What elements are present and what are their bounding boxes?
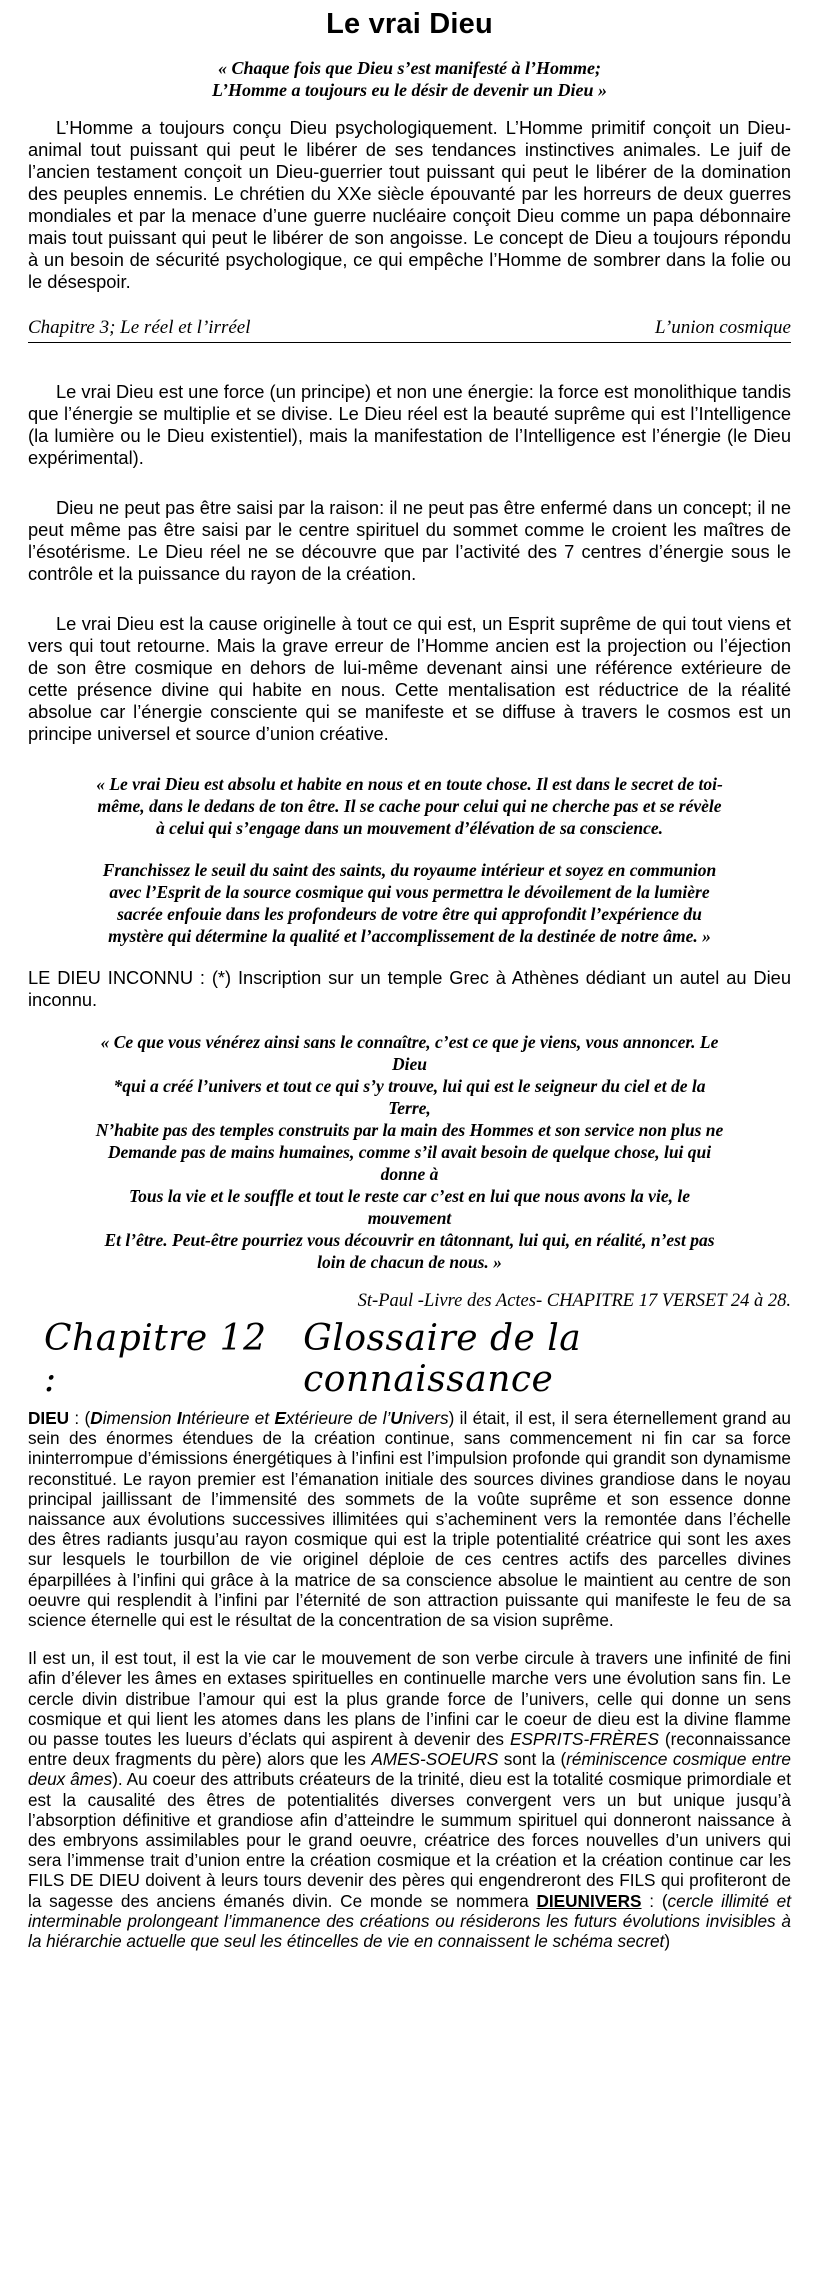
text-run: (reconnaissance entre deux fragments du père) alors que les	[28, 1729, 791, 1770]
intro-paragraph: L’Homme a toujours conçu Dieu psychologiquement. L’Homme primitif conçoit un Dieu-animal tout puissant qui peut le libérer de ses tendances instinctives animales. Le juif de l’ancien testament conçoit un Dieu-guerrier tout puissant qui peut le libérer de la domination des peuples ennemis. Le chrétien du XXe siècle épouvanté par les horreurs de deux guerres mondiales et par la menace d’une guerre nucléaire conçoit Dieu comme un papa débonnaire mais tout puissant qui peut le libérer de son angoisse. Le concept de Dieu a toujours répondu à un besoin de sécurité psychologique, ce qui empêche l’Homme de sombrer dans la folie ou le désespoir.	[28, 117, 791, 292]
quote-line: N’habite pas des temples construits par la main des Hommes et son service non plus ne	[95, 1120, 724, 1140]
unknown-god-note: LE DIEU INCONNU : (*) Inscription sur un temple Grec à Athènes dédiant un autel au Dieu inconnu.	[28, 967, 791, 1010]
quote-line: donne à	[380, 1164, 439, 1184]
glossary-paragraph	[28, 1648, 791, 1951]
quote-line: mystère qui détermine la qualité et l’accomplissement de la destinée de notre âme. »	[108, 926, 711, 946]
text-run: nivers	[402, 1408, 449, 1428]
quote-block	[28, 773, 791, 839]
text-run: ntérieure et	[181, 1408, 275, 1428]
text-run: DIEUNIVERS	[536, 1890, 642, 1911]
quote-line: loin de chacun de nous. »	[317, 1252, 502, 1272]
quote-line: « Le vrai Dieu est absolu et habite en nous et en toute chose. Il est dans le secret de toi-	[96, 774, 723, 794]
text-run: imension	[102, 1408, 177, 1428]
quote-line: Dieu	[392, 1054, 427, 1074]
text-run: Il est un, il est tout, il est la vie car le mouvement de son verbe circule à travers une infinité de fini afin d’élever les âmes en extases spirituelles en continuelle marche vers une évolution sans fin. Le cercle divin distribue l’amour qui est la plus grande force de l’univers, celle qui donne un sens cosmique et qui lient les atomes dans les plans de l’infini car le coeur de dieu est la divine flamme ou passe toutes les lueurs d’éclats qui aspirent à devenir des	[28, 1648, 791, 1750]
text-run: ). Au coeur des attributs créateurs de la trinité, dieu est la totalité cosmique primordiale et est la causalité des êtres de potentialités diverses convergent vers un but unique jusqu’à l’absorption définitive et grandiose afin d’atteindre le summum spirituel qui donneront naissance à des embryons assimilables pour le grand oeuvre, créatrice des forces nouvelles d’un univers qui sera l’immense trait d’union entre la création cosmique et la création et la création continue car les FILS DE DIEU doivent à leurs tours devenir des pères qui engendreront des FILS qui profiteront de la sagesse des anciens émanés divin. Ce monde se nommera	[28, 1769, 792, 1911]
body-paragraph: Le vrai Dieu est une force (un principe) et non une énergie: la force est monolithique tandis que l’énergie se multiplie et se divise. Le Dieu réel est la beauté suprême qui est l’Intelligence (la lumière ou le Dieu existentiel), mais la manifestation de l’Intelligence est l’énergie (le Dieu expérimental).	[28, 381, 791, 468]
chapter-left-label: Chapitre 3; Le réel et l’irréel	[28, 317, 251, 338]
quote-line: Demande pas de mains humaines, comme s’il avait besoin de quelque chose, lui qui	[107, 1142, 712, 1162]
text-run: sont la (	[498, 1749, 567, 1770]
text-run: réminiscence cosmique entre deux âmes	[28, 1749, 791, 1790]
quote-line: « Ce que vous vénérez ainsi sans le connaître, c’est ce que je viens, vous annoncer. Le	[100, 1032, 719, 1052]
epigraph	[28, 57, 791, 101]
quote-line: mouvement	[367, 1208, 452, 1228]
text-run: : (	[69, 1408, 91, 1428]
text-run: I	[176, 1408, 182, 1428]
text-run: : (	[641, 1890, 668, 1911]
text-run: xtérieure de l’	[285, 1408, 391, 1428]
acronym-expansion	[90, 1408, 448, 1428]
quote-line: Tous la vie et le souffle et tout le reste car c’est en lui que nous avons la vie, le	[129, 1186, 690, 1206]
body-paragraph: Le vrai Dieu est la cause originelle à tout ce qui est, un Esprit suprême de qui tout viens et vers qui tout retourne. Mais la grave erreur de l’Homme ancien est la projection ou l’éjection de son être cosmique en dehors de lui-même devenant ainsi une référence extérieure de cette présence divine qui habite en nous. Cette mentalisation est réductrice de la réalité absolue car l’énergie consciente qui se manifeste et se diffuse à travers le cosmos est un principe universel et source d’union créative.	[28, 613, 791, 744]
quote-line: même, dans le dedans de ton être. Il se cache pour celui qui ne cherche pas et se révèle	[97, 796, 722, 816]
text-run: E	[274, 1408, 286, 1428]
quote-line: *qui a créé l’univers et tout ce qui s’y trouve, lui qui est le seigneur du ciel et de la	[113, 1076, 706, 1096]
text-run: ) il était, il est, il sera éternellement grand au sein des énormes étendues de la création continue, sans commencement ni fin car sa force ininterrompue d’émissions énergétiques à l’infini est l’impulsion profonde qui grandit son dynamisme reconstitué. Le rayon premier est l’émanation initiale des sources divines grandiose dans le noyau principal jaillissant de l’immensité des sommets de la voûte suprême et son essence donne naissance aux évolutions successives illimitées qui s’acheminent vers la remontée dans l’échelle des êtres radiants jusqu’au rayon cosmique qui est la triple potentialité créatrice qui sont les axes sur lesquels le tourbillon de vie originel déploie de ces centres actifs des parcelles divines éparpillées à l’infini qui grâce à la matrice de sa conscience absolue le maintient au centre de son oeuvre qui resplendit à l’infini par l’éternité de son attraction puissante qui manifeste le feu de sa science éternelle qui est le résultat de la concentration de sa vision suprême.	[28, 1408, 791, 1631]
text-run: D	[90, 1408, 103, 1428]
text-run: AMES-SOEURS	[371, 1749, 499, 1770]
acts-quote	[28, 1031, 791, 1273]
body-paragraph: Dieu ne peut pas être saisi par la raison: il ne peut pas être enfermé dans un concept; il ne peut même pas être saisi par le centre spirituel du sommet comme le croient les maîtres de l’ésotérisme. Le Dieu réel ne se découvre que par l’activité des 7 centres d’énergie sous le contrôle et la puissance du rayon de la création.	[28, 497, 791, 584]
epigraph-line: L’Homme a toujours eu le désir de devenir un Dieu »	[211, 80, 607, 100]
chapter-right-label: L’union cosmique	[655, 317, 791, 338]
quote-line: sacrée enfouie dans les profondeurs de votre être qui approfondit l’expérience du	[117, 904, 702, 924]
quote-line: Franchissez le seuil du saint des saints, du royaume intérieur et soyez en communion	[102, 860, 717, 880]
quote-block	[28, 859, 791, 947]
text-run: cercle illimité et interminable prolongeant l’immanence des créations ou résiderons les futurs évolutions invisibles à la hiérarchie actuelle que seul les étincelles de vie en connaissent le schéma secret	[28, 1890, 791, 1952]
glossary-entry	[28, 1408, 791, 1630]
text-run: ESPRITS-FRÈRES	[509, 1729, 659, 1750]
quote-line: à celui qui s’engage dans un mouvement d’élévation de sa conscience.	[156, 818, 663, 838]
chapter-header-bar	[28, 317, 791, 343]
quote-line: Et l’être. Peut-être pourriez vous découvrir en tâtonnant, lui qui, en réalité, n’est pas	[104, 1230, 715, 1250]
chapter-heading	[44, 1318, 791, 1400]
text-run: )	[664, 1931, 671, 1952]
chapter-title: Glossaire de la connaissance	[303, 1318, 582, 1400]
quote-line: avec l’Esprit de la source cosmique qui vous permettra le dévoilement de la lumière	[109, 882, 710, 902]
epigraph-line: « Chaque fois que Dieu s’est manifesté à l’Homme;	[218, 58, 601, 78]
chapter-number: Chapitre 12 :	[44, 1318, 267, 1400]
glossary-term: DIEU	[28, 1408, 70, 1428]
quote-line: Terre,	[388, 1098, 431, 1118]
page-title: Le vrai Dieu	[326, 8, 493, 40]
citation: St-Paul -Livre des Actes- CHAPITRE 17 VERSET 24 à 28.	[357, 1291, 791, 1311]
text-run: U	[390, 1408, 403, 1428]
